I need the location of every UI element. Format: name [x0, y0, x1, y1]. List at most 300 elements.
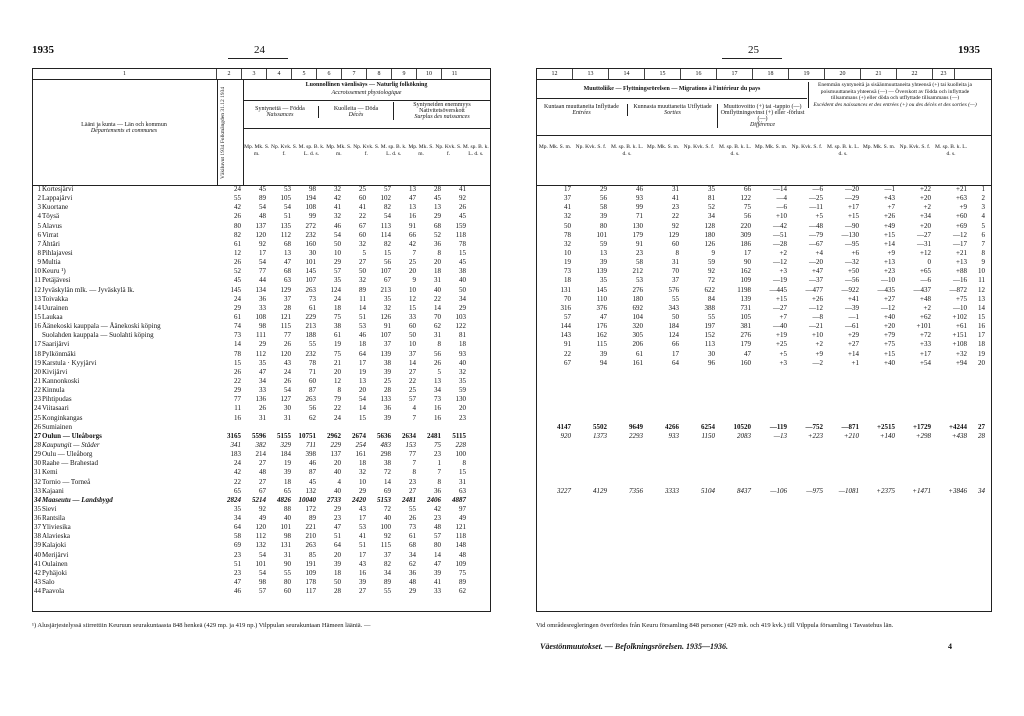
value-cell: 263: [305, 285, 316, 294]
region-header: [39, 122, 209, 134]
municipality-name: Kannonkoski: [42, 376, 80, 385]
table-row: [537, 286, 991, 295]
row-number: 33: [34, 486, 41, 495]
left-table-header: [33, 79, 490, 186]
table-row: [537, 185, 991, 194]
value-cell: [609, 414, 645, 423]
value-cell: 62: [434, 322, 441, 331]
value-cell: 5153: [377, 495, 391, 504]
value-cell: [753, 450, 789, 459]
value-cell: 75: [434, 440, 441, 449]
value-cell: 10040: [298, 495, 316, 504]
value-cell: 45: [434, 194, 441, 203]
table-row: [33, 459, 490, 468]
value-cell: 212: [632, 267, 643, 276]
value-cell: 40: [334, 468, 341, 477]
natural-increase-title: Luonnollinen väenlisäys — Naturlig folkökning: [305, 82, 428, 88]
value-cell: —871: [841, 422, 859, 431]
value-cell: 23: [234, 550, 241, 559]
row-number: 28: [978, 431, 985, 440]
value-cell: 32: [564, 212, 571, 221]
table-row: [537, 331, 991, 340]
value-cell: +2: [923, 203, 931, 212]
value-cell: [933, 414, 969, 423]
value-cell: [789, 368, 825, 377]
right-column-numbers: [537, 69, 991, 79]
value-cell: 51: [359, 541, 366, 550]
municipality-name: Kajaani: [42, 486, 64, 495]
value-cell: —29: [845, 194, 859, 203]
value-cell: 89: [359, 285, 366, 294]
value-cell: 4: [412, 404, 416, 413]
value-cell: 75: [459, 568, 466, 577]
value-cell: 329: [280, 440, 291, 449]
value-cell: 14: [434, 550, 441, 559]
value-cell: 55: [672, 294, 679, 303]
value-cell: 128: [704, 221, 715, 230]
value-cell: [717, 377, 753, 386]
value-cell: 12: [234, 248, 241, 257]
table-row: [537, 478, 991, 487]
value-cell: +94: [956, 358, 967, 367]
value-cell: +151: [952, 331, 967, 340]
municipality-name: Kuortane: [42, 203, 69, 212]
value-cell: 78: [309, 358, 316, 367]
value-cell: 23: [434, 514, 441, 523]
value-cell: 54: [259, 258, 266, 267]
value-cell: 62: [459, 587, 466, 596]
value-cell: +102: [952, 312, 967, 321]
value-cell: 52: [434, 230, 441, 239]
value-cell: 191: [305, 559, 316, 568]
value-cell: 254: [355, 440, 366, 449]
value-cell: 94: [600, 358, 607, 367]
value-cell: —6: [812, 185, 823, 193]
value-cell: 183: [230, 450, 241, 459]
value-cell: 398: [305, 450, 316, 459]
value-cell: 92: [672, 221, 679, 230]
value-cell: [645, 478, 681, 487]
value-cell: 45: [459, 258, 466, 267]
value-cell: 41: [359, 203, 366, 212]
value-cell: 41: [672, 194, 679, 203]
value-cell: 54: [384, 212, 391, 221]
value-cell: 32: [334, 185, 341, 193]
value-cell: —6: [776, 203, 787, 212]
value-cell: 10520: [733, 422, 751, 431]
value-cell: 229: [305, 312, 316, 321]
value-cell: 67: [259, 486, 266, 495]
unit-label: Mp. Mk. S. m.: [326, 144, 352, 157]
municipality-name: Oulu — Uleåborg: [42, 450, 93, 459]
value-cell: 4266: [665, 422, 679, 431]
value-cell: 50: [459, 285, 466, 294]
value-cell: 50: [409, 331, 416, 340]
value-cell: 16: [434, 404, 441, 413]
value-cell: 41: [334, 203, 341, 212]
municipality-name: Salo: [42, 578, 55, 587]
value-cell: —106: [770, 486, 787, 495]
unit-label: Mp. Mk. S. m.: [538, 144, 572, 150]
table-row: [537, 194, 991, 203]
table-row: [33, 487, 490, 496]
row-number: 24: [34, 404, 41, 413]
value-cell: 47: [744, 349, 751, 358]
value-cell: 62: [309, 413, 316, 422]
value-cell: [789, 478, 825, 487]
value-cell: 8: [437, 340, 441, 349]
value-cell: 27: [359, 587, 366, 596]
row-number: [969, 368, 985, 377]
value-cell: [717, 468, 753, 477]
table-row: [33, 423, 490, 432]
value-cell: —31: [917, 239, 931, 248]
value-cell: 31: [259, 413, 266, 422]
value-cell: 5214: [252, 495, 266, 504]
deaths-label: Kuolleita — Döda: [333, 106, 379, 112]
value-cell: 43: [359, 504, 366, 513]
table-row: [33, 441, 490, 450]
value-cell: 2824: [227, 495, 241, 504]
value-cell: [609, 441, 645, 450]
table-row: [33, 414, 490, 423]
row-number: 31: [34, 468, 41, 477]
value-cell: —752: [805, 422, 823, 431]
value-cell: 13: [409, 203, 416, 212]
value-cell: 382: [255, 440, 266, 449]
value-cell: 20: [459, 404, 466, 413]
row-number: 19: [34, 358, 41, 367]
value-cell: [573, 478, 609, 487]
value-cell: 91: [636, 239, 643, 248]
value-cell: 25: [359, 185, 366, 193]
value-cell: 26: [409, 514, 416, 523]
value-cell: 71: [309, 367, 316, 376]
value-cell: 130: [455, 395, 466, 404]
value-cell: 22: [234, 376, 241, 385]
table-row: [33, 496, 490, 505]
value-cell: [573, 414, 609, 423]
row-number: 35: [34, 504, 41, 513]
row-number: 42: [34, 568, 41, 577]
value-cell: 692: [632, 303, 643, 312]
value-cell: [825, 478, 861, 487]
value-cell: 68: [284, 267, 291, 276]
value-cell: 131: [280, 541, 291, 550]
value-cell: 139: [380, 349, 391, 358]
row-number: 2: [37, 194, 41, 203]
row-number: [969, 386, 985, 395]
municipality-name: Uurainen: [42, 303, 69, 312]
value-cell: 13: [600, 248, 607, 257]
value-cell: 81: [708, 194, 715, 203]
value-cell: [789, 468, 825, 477]
value-cell: 100: [380, 523, 391, 532]
value-cell: [753, 395, 789, 404]
value-cell: 101: [305, 258, 316, 267]
value-cell: 179: [632, 230, 643, 239]
value-cell: +20: [920, 194, 931, 203]
value-cell: 272: [305, 221, 316, 230]
value-cell: 34: [259, 376, 266, 385]
row-number: 27: [978, 422, 985, 431]
value-cell: 28: [384, 386, 391, 395]
value-cell: +7: [887, 203, 895, 212]
row-number: 12: [978, 285, 985, 294]
value-cell: —435: [877, 285, 895, 294]
row-number: 4: [981, 212, 985, 221]
value-cell: 43: [359, 559, 366, 568]
row-number: 23: [34, 395, 41, 404]
row-number: 17: [34, 340, 41, 349]
value-cell: 20: [334, 367, 341, 376]
value-cell: 92: [384, 532, 391, 541]
value-cell: 2406: [427, 495, 441, 504]
value-cell: 30: [309, 248, 316, 257]
value-cell: 59: [600, 239, 607, 248]
value-cell: [933, 404, 969, 413]
value-cell: [753, 459, 789, 468]
value-cell: 17: [359, 358, 366, 367]
table-row: [537, 240, 991, 249]
value-cell: 221: [305, 523, 316, 532]
value-cell: [897, 478, 933, 487]
value-cell: +101: [916, 322, 931, 331]
value-cell: 64: [672, 358, 679, 367]
value-cell: 309: [740, 230, 751, 239]
value-cell: 74: [234, 322, 241, 331]
table-row: [537, 340, 991, 349]
table-row: [537, 267, 991, 276]
value-cell: 77: [284, 331, 291, 340]
table-row: [537, 377, 991, 386]
value-cell: 118: [455, 532, 466, 541]
value-cell: +63: [956, 194, 967, 203]
value-cell: 59: [459, 386, 466, 395]
value-cell: 20: [334, 550, 341, 559]
value-cell: [825, 377, 861, 386]
value-cell: [573, 468, 609, 477]
value-cell: 27: [259, 459, 266, 468]
value-cell: [681, 368, 717, 377]
value-cell: 10: [564, 248, 571, 257]
value-cell: [681, 404, 717, 413]
value-cell: 110: [596, 294, 607, 303]
table-row: [33, 350, 490, 359]
value-cell: —17: [953, 239, 967, 248]
value-cell: 129: [280, 285, 291, 294]
value-cell: 15: [384, 248, 391, 257]
value-cell: 56: [744, 212, 751, 221]
colnum: 6: [317, 69, 342, 79]
value-cell: +210: [843, 431, 859, 440]
value-cell: 24: [234, 185, 241, 193]
value-cell: —2: [812, 358, 823, 367]
value-cell: 72: [384, 468, 391, 477]
value-cell: +29: [848, 331, 859, 340]
value-cell: 122: [455, 322, 466, 331]
value-cell: 109: [455, 559, 466, 568]
value-cell: —27: [773, 303, 787, 312]
value-cell: 98: [259, 578, 266, 587]
value-cell: +2515: [877, 422, 895, 431]
value-cell: +27: [884, 294, 895, 303]
row-number: [969, 404, 985, 413]
value-cell: 180: [704, 230, 715, 239]
value-cell: [861, 459, 897, 468]
value-cell: +54: [920, 358, 931, 367]
value-cell: 32: [459, 367, 466, 376]
value-cell: —25: [809, 194, 823, 203]
value-cell: +20: [920, 221, 931, 230]
municipality-name: Multia: [42, 258, 61, 267]
value-cell: 11: [359, 294, 366, 303]
value-cell: 228: [455, 440, 466, 449]
value-cell: 933: [668, 431, 679, 440]
value-cell: 4129: [593, 486, 607, 495]
value-cell: 92: [259, 239, 266, 248]
value-cell: 19: [334, 340, 341, 349]
value-cell: 3165: [227, 431, 241, 440]
value-cell: 32: [334, 212, 341, 221]
value-cell: 120: [255, 230, 266, 239]
value-cell: 2293: [629, 431, 643, 440]
value-cell: 49: [459, 514, 466, 523]
value-cell: [537, 459, 573, 468]
value-cell: [609, 395, 645, 404]
value-cell: +15: [884, 230, 895, 239]
value-cell: [861, 441, 897, 450]
journal-title: Väestönmuutokset. — Befolkningsrörelsen. 1935—1936.: [540, 642, 729, 651]
value-cell: 9: [412, 276, 416, 285]
value-cell: 184: [668, 322, 679, 331]
value-cell: +40: [884, 358, 895, 367]
value-cell: +65: [920, 267, 931, 276]
value-cell: 60: [309, 376, 316, 385]
value-cell: 51: [334, 532, 341, 541]
value-cell: 37: [384, 340, 391, 349]
value-cell: 57: [259, 587, 266, 596]
unit-label: Mp. Mk. S. m.: [646, 144, 680, 150]
value-cell: [537, 386, 573, 395]
header-rule: [537, 135, 991, 136]
value-cell: 5: [437, 367, 441, 376]
table-row: [33, 222, 490, 231]
municipality-name: Pihtipudas: [42, 395, 72, 404]
value-cell: [537, 478, 573, 487]
value-cell: [789, 414, 825, 423]
value-cell: [753, 414, 789, 423]
value-cell: 75: [334, 312, 341, 321]
value-cell: —20: [845, 185, 859, 193]
value-cell: 40: [334, 486, 341, 495]
value-cell: 108: [255, 312, 266, 321]
value-cell: 53: [636, 276, 643, 285]
value-cell: —21: [809, 322, 823, 331]
footnote-left: ¹) Alusjärjestelyssä siirrettiin Keuruun seurakuntaasta 848 henkeä (429 mp. ja 419 np.) Vilppulan seurakuntaan Hämeen lääniä. —: [32, 622, 371, 629]
value-cell: 82: [234, 230, 241, 239]
table-row: [537, 468, 991, 477]
value-cell: [717, 450, 753, 459]
value-cell: 31: [459, 477, 466, 486]
value-cell: [861, 468, 897, 477]
value-cell: 41: [434, 578, 441, 587]
value-cell: 121: [455, 523, 466, 532]
value-cell: 711: [306, 440, 316, 449]
value-cell: 316: [560, 303, 571, 312]
row-number: [969, 414, 985, 423]
value-cell: 39: [600, 349, 607, 358]
value-cell: [537, 441, 573, 450]
value-cell: 79: [334, 395, 341, 404]
municipality-name: Pihlajavesi: [42, 248, 73, 257]
value-cell: [645, 441, 681, 450]
region-header-label: Lääni ja kunta — Län och kommun: [81, 122, 167, 128]
value-cell: +50: [848, 267, 859, 276]
value-cell: 40: [384, 514, 391, 523]
value-cell: —95: [845, 239, 859, 248]
unit-label: Mp. Mk. S. m.: [754, 144, 788, 150]
value-cell: 12: [409, 294, 416, 303]
value-cell: 97: [459, 504, 466, 513]
value-cell: 50: [672, 312, 679, 321]
row-number: 6: [981, 230, 985, 239]
value-cell: [342, 423, 367, 432]
value-cell: 57: [564, 312, 571, 321]
value-cell: 43: [284, 358, 291, 367]
table-row: [537, 258, 991, 267]
value-cell: —1081: [838, 486, 859, 495]
colnum: 15: [645, 69, 681, 79]
value-cell: 25: [409, 258, 416, 267]
value-cell: +10: [776, 212, 787, 221]
value-cell: 26: [234, 367, 241, 376]
value-cell: 41: [359, 532, 366, 541]
value-cell: 10: [359, 477, 366, 486]
value-cell: [609, 368, 645, 377]
value-cell: —13: [773, 431, 787, 440]
row-number: 7: [37, 239, 41, 248]
value-cell: 22: [672, 212, 679, 221]
value-cell: 107: [380, 267, 391, 276]
value-cell: 92: [708, 267, 715, 276]
row-number: 9: [37, 258, 41, 267]
value-cell: [717, 386, 753, 395]
row-number: 5: [981, 221, 985, 230]
value-cell: 2083: [737, 431, 751, 440]
value-cell: [645, 395, 681, 404]
value-cell: 61: [309, 303, 316, 312]
value-cell: 104: [632, 312, 643, 321]
value-cell: 161: [632, 358, 643, 367]
value-cell: 376: [596, 303, 607, 312]
unit-label: Np. Kvk. S. f.: [791, 144, 823, 150]
value-cell: 28: [434, 185, 441, 193]
value-cell: 51: [234, 559, 241, 568]
value-cell: 81: [459, 331, 466, 340]
value-cell: 101: [280, 523, 291, 532]
unit-label: Np. Kvk. S. f.: [271, 144, 298, 157]
value-cell: —67: [809, 239, 823, 248]
value-cell: +15: [848, 212, 859, 221]
value-cell: +223: [807, 431, 823, 440]
value-cell: [789, 395, 825, 404]
value-cell: 139: [740, 294, 751, 303]
value-cell: 341: [230, 440, 241, 449]
table-row: [33, 313, 490, 322]
value-cell: 213: [380, 285, 391, 294]
value-cell: [717, 478, 753, 487]
